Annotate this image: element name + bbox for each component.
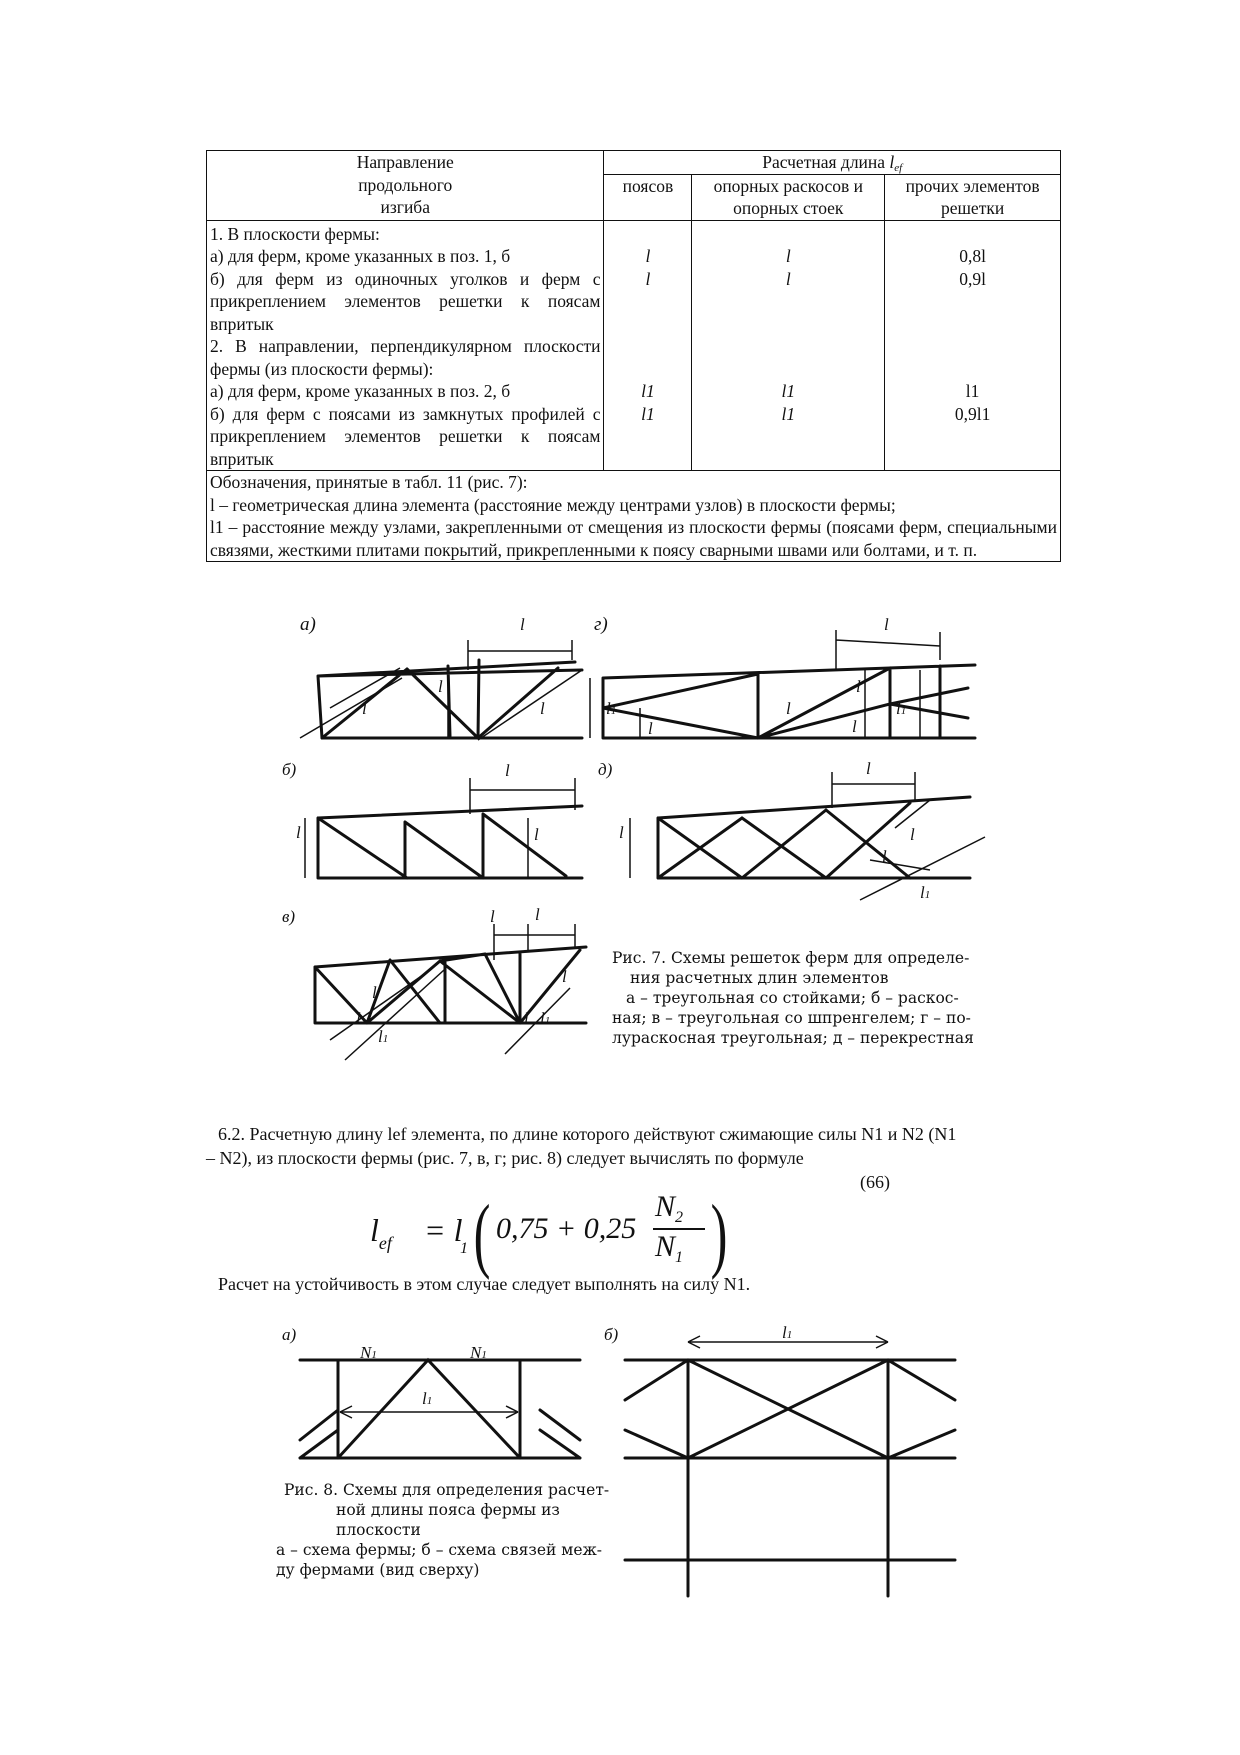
- col-support-values: l l l1 l1: [692, 220, 885, 471]
- design-length-table: [206, 150, 1061, 562]
- col-chords: поясов: [604, 174, 692, 220]
- svg-text:l: l: [884, 615, 889, 634]
- row-text: 1. В плоскости фермы: а) для ферм, кроме указанных в поз. 1, б б) для ферм из одиночных уголков и ферм с прикреплением элементов решетки к поясам впритык 2. В направлении, перпендикулярном плоскости фермы (из плоскости фермы): а) для ферм, кроме указанных в поз. 2, б б) для ферм с поясами из замкнутых профилей с прикреплением элементов решетки к поясам впритык: [207, 220, 604, 471]
- fig7-label-v: в): [282, 907, 296, 926]
- equation-number: (66): [860, 1172, 890, 1192]
- svg-text:l: l: [438, 677, 443, 696]
- svg-text:l1: l1: [540, 1009, 551, 1028]
- col-other-elements: прочих элементов решетки: [885, 174, 1061, 220]
- svg-text:l: l: [505, 761, 510, 780]
- fig8-N1-left: N1: [360, 1343, 377, 1362]
- fig7-label-b: б): [282, 760, 297, 779]
- fig7-label-d: д): [598, 760, 613, 779]
- svg-text:l: l: [562, 967, 567, 986]
- fig7-label-g: г): [594, 614, 608, 635]
- svg-text:l: l: [490, 907, 495, 926]
- svg-text:l1: l1: [920, 883, 931, 902]
- svg-text:l: l: [524, 1009, 529, 1028]
- fig8-label-b: б): [604, 1325, 619, 1344]
- paragraph-after-formula: Расчет на устойчивость в этом случае следует выполнять на силу N1.: [218, 1274, 751, 1294]
- fig7-caption: Рис. 7. Схемы решеток ферм для определе- ния расчетных длин элементов а – треугольная со стойками; б – раскос- ная; в – треугольная со шпренгелем; г – по- лураскосная треугольная; д – перекрестная: [612, 949, 974, 1047]
- svg-text:l: l: [619, 823, 624, 842]
- svg-text:l: l: [534, 825, 539, 844]
- col-other-values: 0,8l 0,9l l1 0,9l1: [885, 220, 1061, 471]
- col-chords-values: l l l1 l1: [604, 220, 692, 471]
- svg-text:l1: l1: [606, 699, 617, 718]
- fig8-caption: Рис. 8. Схемы для определения расчет- ной длины пояса фермы из плоскости а – схема фермы; б – схема связей меж- ду фермами (вид сверху): [276, 1481, 610, 1579]
- svg-text:l: l: [535, 905, 540, 924]
- svg-text:l: l: [372, 983, 377, 1002]
- formula-66: $l_{ef}$ = l 1 ( 0,75 + 0,25 $N_2$ $N_1$ ): [370, 1188, 728, 1281]
- svg-text:l: l: [356, 1009, 361, 1028]
- head-length: Расчетная длина $l_{ef}$: [604, 151, 1061, 175]
- svg-text:l: l: [296, 823, 301, 842]
- fig8-l1-a: l1: [422, 1389, 433, 1408]
- col-support-braces: опорных раскосов и опорных стоек: [692, 174, 885, 220]
- svg-text:l: l: [866, 759, 871, 778]
- figure-8-schemes: [0, 1310, 1240, 1740]
- fig8-l1-b: l1: [782, 1323, 793, 1342]
- svg-text:l: l: [648, 719, 653, 738]
- fig7-label-a: а): [300, 614, 316, 635]
- svg-text:l: l: [520, 615, 525, 634]
- svg-text:l: l: [362, 699, 367, 718]
- svg-text:l: l: [540, 699, 545, 718]
- svg-text:l: l: [852, 717, 857, 736]
- fig8-label-a: а): [282, 1325, 297, 1344]
- svg-text:l1: l1: [896, 699, 907, 718]
- paragraph-6-2: 6.2. Расчетную длину lef элемента, по длине которого действуют сжимающие силы N1 и N2 (N1 – N2), из плоскости фермы (рис. 7, в, г; рис. 8) следует вычислять по формуле: [206, 1124, 957, 1168]
- table-notes: Обозначения, принятые в табл. 11 (рис. 7): l – геометрическая длина элемента (расстояние между центрами узлов) в плоскости фермы; l1 – расстояние между узлами, закрепленными от смещения из плоскости фермы (поясами ферм, специальными связями, жесткими плитами покрытий, прикрепленными к поясу сварными швами или болтами, и т. п.: [207, 471, 1061, 562]
- svg-text:l: l: [856, 677, 861, 696]
- svg-text:l: l: [882, 847, 887, 866]
- svg-text:l: l: [910, 825, 915, 844]
- head-direction: Направление продольного изгиба: [207, 151, 604, 221]
- svg-text:l: l: [786, 699, 791, 718]
- fig8-N1-right: N1: [470, 1343, 487, 1362]
- svg-text:l1: l1: [378, 1027, 389, 1046]
